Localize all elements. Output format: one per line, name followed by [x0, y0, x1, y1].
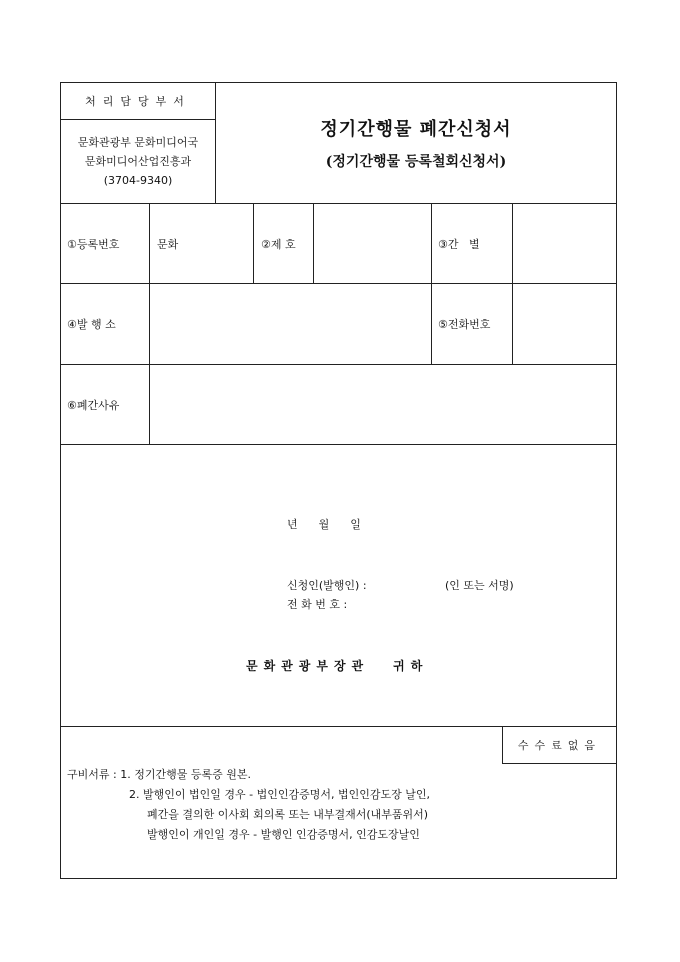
documents-item-2-cont: 폐간을 결의한 이사회 회의록 또는 내부결재서(내부품위서) [147, 808, 429, 821]
documents-item-1: 1. 정기간행물 등록증 원본. [120, 768, 251, 781]
discontinuation-reason-field[interactable] [150, 365, 616, 444]
title-value-field[interactable] [314, 204, 431, 283]
form-title-block [216, 83, 616, 203]
dept-header: 처리담당부서 [85, 95, 191, 108]
registration-number-value[interactable]: 문화 [157, 237, 179, 251]
documents-item-1-row [67, 765, 607, 785]
dept-info [61, 120, 215, 203]
discontinuation-reason-label: ⑥폐간사유 [67, 398, 120, 412]
form-title: 정기간행물 폐간신청서 [320, 119, 512, 140]
phone-value-field[interactable] [513, 284, 616, 364]
signature-label: (인 또는 서명) [445, 579, 514, 592]
right-label-divider [431, 203, 432, 364]
publisher-label: ④발 행 소 [67, 318, 116, 331]
title-label: ②제 호 [261, 237, 296, 251]
reg-col-divider [253, 203, 254, 283]
publisher-value-field[interactable] [150, 284, 431, 364]
fee-notice: 수수료없음 [517, 739, 602, 752]
dept-line-1: 문화관광부 문화미디어국 [77, 136, 199, 149]
registration-number-label: ①등록번호 [67, 237, 120, 251]
applicant-label: 신청인(발행인) : [287, 579, 367, 592]
row-divider-4 [61, 444, 616, 445]
addressee [246, 657, 506, 674]
period-value-field[interactable] [513, 204, 616, 283]
addressee-org: 문화관광부장관 [246, 659, 370, 673]
form-subtitle: (정기간행물 등록철회신청서) [325, 154, 507, 170]
applicant-phone-label: 전 화 번 호 : [287, 598, 348, 611]
dept-line-3: (3704-9340) [103, 174, 173, 187]
period-label: ③간 별 [438, 237, 480, 251]
phone-label: ⑤전화번호 [438, 318, 491, 331]
application-form [60, 82, 617, 879]
required-documents [67, 765, 607, 845]
dept-line-2: 문화미디어산업진흥과 [84, 155, 192, 168]
documents-item-2: 2. 발행인이 법인일 경우 - 법인인감증명서, 법인인감도장 날인, [129, 788, 430, 801]
documents-prefix: 구비서류 : [67, 768, 117, 781]
application-date: 년 월 일 [287, 518, 361, 531]
addressee-suffix: 귀하 [393, 659, 429, 673]
documents-item-2-individual: 발행인이 개인일 경우 - 발행인 인감증명서, 인감도장날인 [147, 828, 420, 841]
fee-box-bottom [502, 763, 616, 764]
